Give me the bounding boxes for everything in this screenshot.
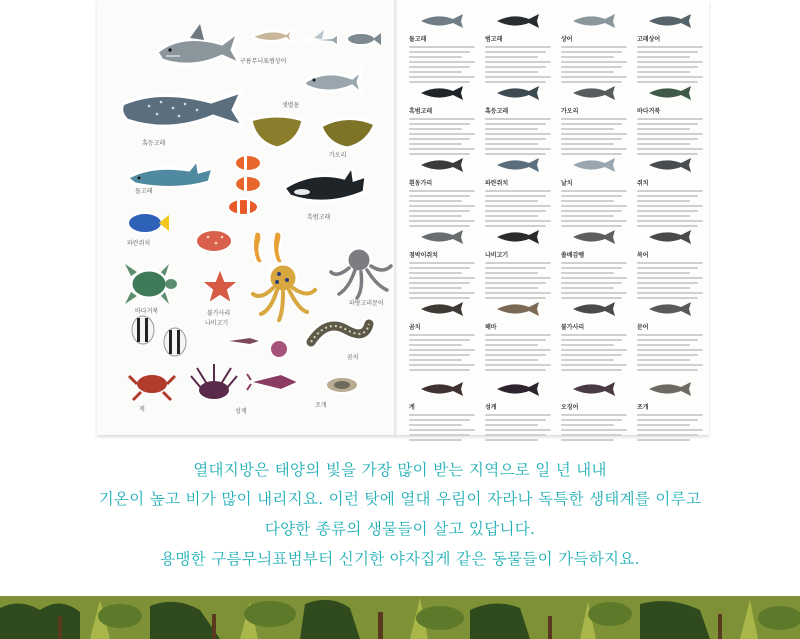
entry-title: 상어 (561, 36, 573, 43)
olive-ray-sticker[interactable] (247, 112, 307, 150)
text-line (485, 339, 546, 341)
text-line (561, 143, 614, 145)
text-line (409, 210, 470, 212)
tang-label: 파란쥐치 (127, 240, 151, 247)
text-line (485, 71, 538, 73)
text-line (485, 434, 546, 436)
caption-line-4: 용맹한 구름무늬표범부터 신기한 야자집게 같은 동물들이 가득하지요. (160, 550, 640, 568)
text-line (409, 190, 475, 192)
text-line (485, 133, 551, 135)
text-line (637, 277, 703, 279)
text-line (637, 61, 703, 63)
text-line (561, 287, 614, 289)
text-line (637, 354, 698, 356)
text-line (561, 61, 627, 63)
urchin-label: 성게 (235, 408, 247, 415)
text-line (637, 339, 698, 341)
animal-thumbnail (637, 226, 703, 248)
text-line (637, 262, 703, 264)
text-line (637, 364, 703, 366)
shell-label: 조개 (315, 402, 327, 409)
text-line (409, 215, 462, 217)
info-entry (485, 298, 551, 371)
caption-line-1: 열대지방은 태양의 빛을 가장 많이 받는 지역으로 일 년 내내 (193, 461, 607, 479)
info-entry (637, 154, 703, 227)
text-line (409, 429, 475, 431)
text-line (637, 205, 703, 207)
clownfish2-sticker[interactable] (225, 196, 267, 218)
text-line (485, 424, 538, 426)
text-line (637, 46, 703, 48)
text-line (485, 190, 551, 192)
text-line (409, 138, 470, 140)
text-line (637, 71, 690, 73)
text-line (561, 282, 622, 284)
text-line (485, 195, 546, 197)
text-line (485, 287, 538, 289)
caption-line-3: 다양한 종류의 생물들이 살고 있답니다. (264, 520, 536, 538)
text-line (409, 56, 462, 58)
text-line (561, 210, 622, 212)
entry-title: 게 (409, 404, 415, 411)
text-line (637, 66, 698, 68)
text-line (637, 215, 690, 217)
text-line (409, 344, 462, 346)
starfish-sticker[interactable] (200, 266, 240, 306)
sticker-page (97, 0, 398, 435)
entry-title: 고래상어 (637, 36, 661, 43)
text-line (485, 123, 546, 125)
text-line (637, 439, 690, 441)
text-line (485, 419, 546, 421)
entry-title: 흰동가리 (409, 180, 433, 187)
ray-sticker[interactable] (317, 112, 379, 150)
text-line (409, 349, 475, 351)
text-line (409, 220, 475, 222)
text-line (485, 56, 538, 58)
info-entry (485, 378, 551, 441)
shark-label: 구름무늬표범상어 (240, 58, 287, 65)
text-line (409, 292, 475, 294)
text-line (637, 220, 703, 222)
animal-thumbnail (561, 82, 627, 104)
info-entry (561, 378, 627, 441)
text-line (485, 334, 551, 336)
text-line (409, 354, 470, 356)
text-line (409, 272, 462, 274)
animal-thumbnail (409, 154, 475, 176)
text-line (485, 61, 551, 63)
animal-thumbnail (561, 298, 627, 320)
crab-sticker[interactable] (127, 366, 177, 402)
text-line (637, 76, 703, 78)
entry-title: 나비고기 (485, 252, 509, 259)
text-line (485, 138, 546, 140)
text-line (485, 369, 546, 371)
text-line (561, 66, 622, 68)
text-line (561, 148, 627, 150)
text-line (485, 439, 538, 441)
text-line (409, 434, 470, 436)
octopus-label: 파랑고리문어 (349, 300, 384, 307)
text-line (561, 190, 627, 192)
entry-title: 오징어 (561, 404, 579, 411)
text-line (637, 118, 703, 120)
whale-shark-sticker[interactable] (119, 82, 247, 138)
orca-sticker[interactable] (282, 162, 368, 210)
info-entry (637, 10, 703, 83)
text-line (485, 364, 551, 366)
entry-title: 바다거북 (637, 108, 661, 115)
eel-sticker[interactable] (307, 312, 373, 358)
text-line (561, 364, 627, 366)
text-line (485, 429, 551, 431)
animal-thumbnail (561, 378, 627, 400)
text-line (637, 287, 690, 289)
entry-title: 쥐치 (637, 180, 649, 187)
text-line (637, 200, 690, 202)
entry-title: 조개 (637, 404, 649, 411)
text-line (561, 424, 614, 426)
animal-thumbnail (637, 10, 703, 32)
text-line (485, 210, 546, 212)
entry-title: 불가사리 (561, 324, 585, 331)
text-line (409, 51, 470, 53)
entry-title: 해마 (485, 324, 497, 331)
entry-title: 돌고래 (409, 36, 427, 43)
text-line (409, 277, 475, 279)
text-line (409, 339, 470, 341)
urchin-sticker[interactable] (189, 362, 239, 402)
text-line (409, 148, 475, 150)
text-line (637, 148, 703, 150)
text-line (561, 195, 622, 197)
squid-small-sticker[interactable] (220, 333, 264, 349)
text-line (561, 118, 627, 120)
info-entry (409, 154, 475, 227)
text-line (409, 334, 475, 336)
text-line (409, 287, 462, 289)
ray-label: 가오리 (329, 152, 347, 159)
info-entry (561, 226, 627, 299)
text-line (485, 282, 546, 284)
text-line (485, 148, 551, 150)
animal-thumbnail (409, 378, 475, 400)
text-line (485, 66, 546, 68)
text-line (485, 359, 538, 361)
text-line (561, 339, 622, 341)
text-line (409, 419, 470, 421)
gray-shark-sticker[interactable] (302, 64, 364, 100)
text-line (409, 118, 475, 120)
text-line (637, 143, 690, 145)
text-line (637, 133, 703, 135)
text-line (485, 292, 551, 294)
text-line (637, 51, 698, 53)
text-line (637, 419, 698, 421)
text-line (637, 344, 690, 346)
text-line (561, 138, 622, 140)
animal-thumbnail (409, 10, 475, 32)
text-line (409, 200, 462, 202)
text-line (409, 128, 462, 130)
animal-thumbnail (485, 226, 551, 248)
text-line (485, 262, 551, 264)
text-line (637, 56, 690, 58)
turtle-label: 바다거북 (135, 308, 159, 315)
text-line (485, 344, 538, 346)
text-line (409, 359, 462, 361)
text-line (485, 267, 546, 269)
info-entry (409, 10, 475, 83)
star-label: 불가사리 (207, 310, 231, 317)
animal-thumbnail (485, 82, 551, 104)
animal-thumbnail (637, 378, 703, 400)
text-line (485, 143, 538, 145)
info-entry (561, 298, 627, 371)
text-line (485, 272, 538, 274)
info-entry (409, 378, 475, 441)
text-line (637, 424, 690, 426)
text-line (561, 272, 614, 274)
entry-title: 문어 (637, 324, 649, 331)
text-line (637, 292, 703, 294)
text-line (561, 128, 614, 130)
text-line (561, 76, 627, 78)
text-line (561, 51, 622, 53)
text-line (561, 262, 627, 264)
shark2-label: 샛별돔 (282, 102, 300, 109)
info-entry (485, 226, 551, 299)
info-entry (637, 226, 703, 299)
info-entry (637, 378, 703, 441)
text-line (409, 123, 470, 125)
entry-title: 복어 (637, 252, 649, 259)
text-line (409, 262, 475, 264)
text-line (409, 369, 470, 371)
text-line (637, 138, 698, 140)
sticker-book (97, 0, 709, 435)
animal-thumbnail (485, 10, 551, 32)
text-line (485, 51, 546, 53)
text-line (485, 220, 551, 222)
entry-title: 흑범고래 (409, 108, 433, 115)
crab-label: 게 (139, 406, 145, 413)
text-line (637, 267, 698, 269)
text-line (637, 210, 698, 212)
text-line (561, 205, 627, 207)
text-line (637, 190, 703, 192)
animal-thumbnail (409, 226, 475, 248)
entry-title: 쏠배감펭 (561, 252, 585, 259)
text-line (561, 419, 622, 421)
animal-thumbnail (409, 82, 475, 104)
animal-thumbnail (485, 154, 551, 176)
text-line (485, 215, 538, 217)
text-line (561, 439, 614, 441)
text-line (485, 76, 551, 78)
dolphin-label: 돌고래 (135, 188, 153, 195)
info-entry (485, 82, 551, 155)
info-entry (485, 154, 551, 227)
small-fish-sticker[interactable] (345, 30, 381, 48)
text-line (485, 277, 551, 279)
text-line (409, 61, 475, 63)
entry-title: 가오리 (561, 108, 579, 115)
text-line (561, 56, 614, 58)
entry-title: 점박이쥐치 (409, 252, 438, 259)
text-line (561, 123, 622, 125)
text-line (409, 364, 475, 366)
text-line (561, 354, 622, 356)
info-entry (485, 10, 551, 83)
text-line (561, 220, 627, 222)
text-line (637, 123, 698, 125)
animal-thumbnail (637, 298, 703, 320)
entry-title: 파란쥐치 (485, 180, 509, 187)
text-line (637, 414, 703, 416)
text-line (485, 128, 538, 130)
animal-thumbnail (409, 298, 475, 320)
eel-label: 곰치 (347, 354, 359, 361)
text-line (561, 277, 627, 279)
text-line (637, 434, 698, 436)
squid-sticker[interactable] (267, 338, 291, 360)
leopard-shark-sticker[interactable] (252, 26, 292, 46)
butterflyfish-sticker[interactable] (127, 314, 195, 362)
entry-title: 범고래 (485, 36, 503, 43)
text-line (409, 66, 470, 68)
text-line (409, 205, 475, 207)
info-entry (409, 82, 475, 155)
text-line (409, 282, 470, 284)
text-line (561, 200, 614, 202)
animal-thumbnail (637, 154, 703, 176)
text-line (485, 349, 551, 351)
text-line (485, 118, 551, 120)
animal-thumbnail (561, 226, 627, 248)
text-line (409, 143, 462, 145)
text-line (561, 71, 614, 73)
animal-thumbnail (637, 82, 703, 104)
text-line (637, 195, 698, 197)
blue-tang-sticker[interactable] (125, 210, 169, 236)
animal-thumbnail (485, 298, 551, 320)
entry-title: 혹등고래 (485, 108, 509, 115)
clownfish-sticker[interactable] (230, 152, 270, 196)
info-entry (561, 154, 627, 227)
text-line (485, 354, 546, 356)
entry-title: 날치 (561, 180, 573, 187)
text-line (561, 292, 627, 294)
jungle-illustration (0, 596, 800, 639)
text-line (637, 359, 690, 361)
turtle-sticker[interactable] (119, 262, 179, 306)
info-entry (637, 298, 703, 371)
text-line (409, 76, 475, 78)
text-line (561, 349, 627, 351)
shark-sticker[interactable] (152, 22, 242, 78)
text-line (485, 46, 551, 48)
angel-label: 나비고기 (205, 320, 229, 327)
text-line (409, 71, 462, 73)
text-line (637, 349, 703, 351)
text-line (561, 414, 627, 416)
info-entry (409, 226, 475, 299)
info-entry (561, 10, 627, 83)
text-line (485, 414, 551, 416)
text-line (561, 46, 627, 48)
shell-sticker[interactable] (322, 374, 362, 396)
orca-label: 흑범고래 (307, 214, 331, 221)
whale-label: 혹등고래 (142, 140, 166, 147)
animal-thumbnail (561, 10, 627, 32)
animal-thumbnail (485, 378, 551, 400)
text-line (485, 205, 551, 207)
flying-fish-sticker[interactable] (302, 30, 340, 50)
text-line (561, 434, 622, 436)
text-line (409, 424, 462, 426)
text-line (637, 369, 698, 371)
grouper-sticker[interactable] (192, 225, 238, 257)
text-line (561, 429, 627, 431)
text-line (561, 267, 622, 269)
text-line (409, 195, 470, 197)
text-line (409, 439, 462, 441)
squid2-sticker[interactable] (247, 368, 301, 396)
text-line (561, 359, 614, 361)
text-line (485, 200, 538, 202)
text-line (409, 133, 475, 135)
text-line (637, 429, 703, 431)
entry-title: 성게 (485, 404, 497, 411)
text-line (561, 215, 614, 217)
info-entry (561, 82, 627, 155)
text-line (409, 414, 475, 416)
text-line (637, 128, 690, 130)
text-line (637, 334, 703, 336)
text-line (561, 334, 627, 336)
entry-title: 곰치 (409, 324, 421, 331)
text-line (637, 282, 698, 284)
text-line (637, 272, 690, 274)
info-entry (409, 298, 475, 371)
info-entry (637, 82, 703, 155)
animal-thumbnail (561, 154, 627, 176)
text-line (409, 267, 470, 269)
gray-octopus-sticker[interactable] (329, 244, 393, 300)
text-line (561, 369, 622, 371)
text-line (561, 344, 614, 346)
info-page (397, 0, 709, 435)
text-line (561, 133, 627, 135)
text-line (409, 46, 475, 48)
caption-line-2: 기온이 높고 비가 많이 내리지요. 이런 탓에 열대 우림이 자라나 독특한 생태계를 이루고 (98, 490, 702, 508)
